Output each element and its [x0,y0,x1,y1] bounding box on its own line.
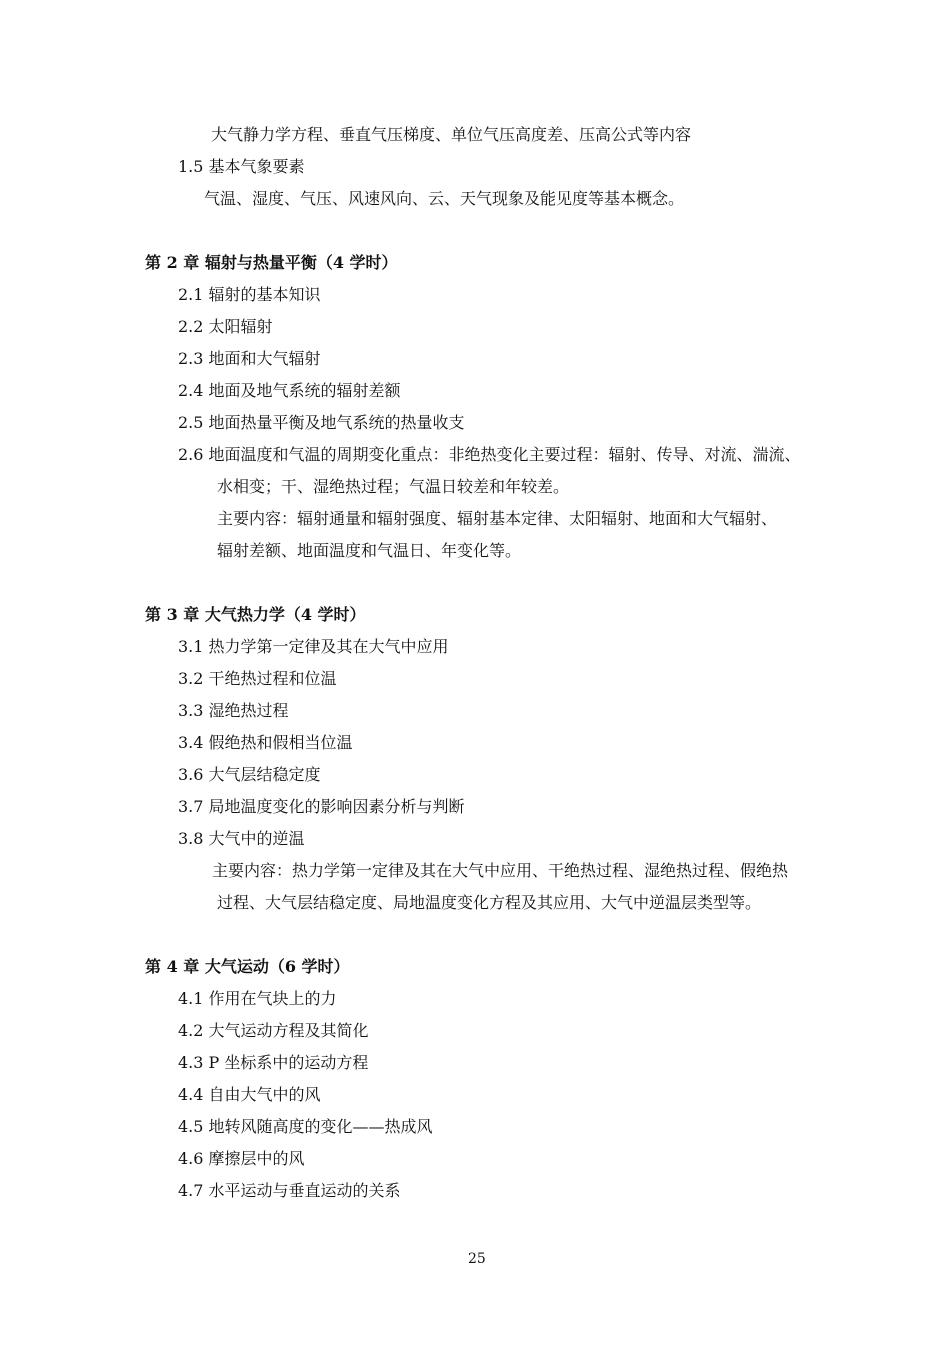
ch2-item-2-6-continuation: 水相变；干、湿绝热过程；气温日较差和年较差。 [217,477,570,496]
ch2-item: 2.2 太阳辐射 [178,317,273,336]
ch3-item: 3.2 干绝热过程和位温 [178,669,337,688]
ch3-item: 3.1 热力学第一定律及其在大气中应用 [178,637,449,656]
ch2-item: 2.3 地面和大气辐射 [178,349,321,368]
ch4-item: 4.3 P 坐标系中的运动方程 [178,1053,369,1072]
ch2-item: 2.1 辐射的基本知识 [178,285,321,304]
ch4-item: 4.5 地转风随高度的变化——热成风 [178,1117,433,1136]
ch3-item: 3.3 湿绝热过程 [178,701,289,720]
ch4-item: 4.7 水平运动与垂直运动的关系 [178,1181,401,1200]
page-number: 25 [468,1251,486,1267]
ch3-item: 3.4 假绝热和假相当位温 [178,733,353,752]
ch3-main-content: 主要内容：热力学第一定律及其在大气中应用、干绝热过程、湿绝热过程、假绝热 [212,861,789,880]
chapter-3-heading: 第 3 章 大气热力学（4 学时） [145,605,366,624]
ch2-item: 2.5 地面热量平衡及地气系统的热量收支 [178,413,465,432]
ch2-main-content-cont: 辐射差额、地面温度和气温日、年变化等。 [217,541,522,560]
ch3-item: 3.7 局地温度变化的影响因素分析与判断 [178,797,465,816]
chapter-2-heading: 第 2 章 辐射与热量平衡（4 学时） [145,253,398,272]
ch3-item: 3.6 大气层结稳定度 [178,765,321,784]
ch2-main-content: 主要内容：辐射通量和辐射强度、辐射基本定律、太阳辐射、地面和大气辐射、 [217,509,778,528]
ch3-main-content-cont: 过程、大气层结稳定度、局地温度变化方程及其应用、大气中逆温层类型等。 [217,893,762,912]
ch4-item: 4.2 大气运动方程及其简化 [178,1021,369,1040]
ch2-item: 2.4 地面及地气系统的辐射差额 [178,381,401,400]
ch3-item: 3.8 大气中的逆温 [178,829,305,848]
ch4-item: 4.6 摩擦层中的风 [178,1149,305,1168]
ch4-item: 4.4 自由大气中的风 [178,1085,321,1104]
ch1-statics-text: 大气静力学方程、垂直气压梯度、单位气压高度差、压高公式等内容 [211,125,692,144]
section-1-5-title: 1.5 基本气象要素 [178,157,305,176]
chapter-4-heading: 第 4 章 大气运动（6 学时） [145,957,350,976]
ch2-item: 2.6 地面温度和气温的周期变化重点：非绝热变化主要过程：辐射、传导、对流、湍流、 [178,445,801,464]
ch4-item: 4.1 作用在气块上的力 [178,989,337,1008]
section-1-5-description: 气温、湿度、气压、风速风向、云、天气现象及能见度等基本概念。 [204,189,685,208]
